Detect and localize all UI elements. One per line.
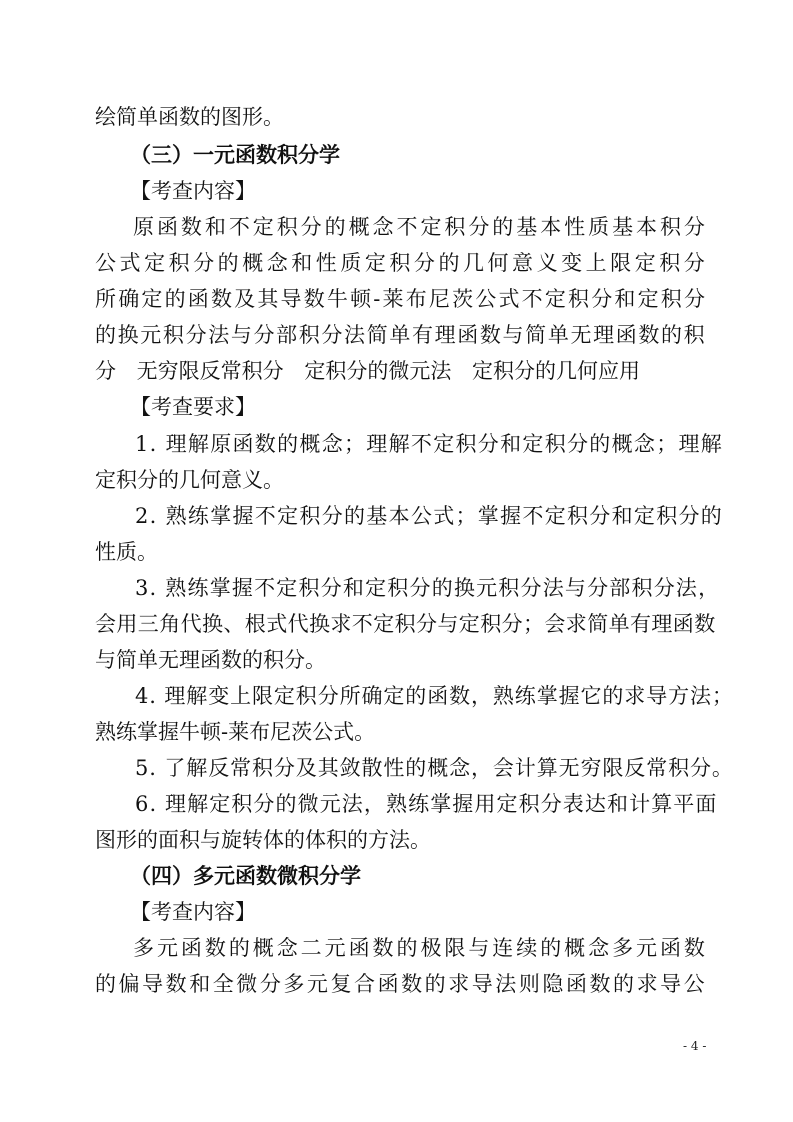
content-line xyxy=(133,934,705,962)
content-line xyxy=(133,213,705,241)
text-char: 积 xyxy=(162,323,184,347)
text-char: 隐 xyxy=(542,972,564,996)
text-char: 的 xyxy=(396,936,418,960)
text-char: 数 xyxy=(683,936,705,960)
text-char: 导 xyxy=(142,972,164,996)
text-char: 分 xyxy=(253,323,275,347)
paragraph-line: 绘简单函数的图形。 xyxy=(95,105,284,129)
text-char: 定 xyxy=(364,251,386,275)
text-char: 公 xyxy=(475,287,497,311)
text-char: 念 xyxy=(372,215,394,239)
text-char: 数 xyxy=(372,936,394,960)
text-char: 的 xyxy=(661,323,683,347)
section-heading: （三）一元函数积分学 xyxy=(130,142,340,167)
text-char: 单 xyxy=(547,323,569,347)
text-char: 定 xyxy=(634,251,656,275)
subsection-label: 【考查内容】 xyxy=(130,900,256,924)
content-line xyxy=(95,970,705,998)
text-char: 分 xyxy=(193,251,215,275)
text-char: 数 xyxy=(401,972,423,996)
text-char: 分 xyxy=(413,251,435,275)
text-char: - xyxy=(373,287,381,311)
text-char: 性 xyxy=(564,215,586,239)
text-char: 本 xyxy=(636,215,658,239)
text-char: 元 xyxy=(306,972,328,996)
text-char: 分 xyxy=(683,287,705,311)
text-char: 的 xyxy=(228,936,250,960)
text-char: 微 xyxy=(236,972,258,996)
text-char: 定 xyxy=(544,287,566,311)
content-line: 分 无穷限反常积分 定积分的微元法 定积分的几何应用 xyxy=(95,359,641,383)
text-char: 则 xyxy=(518,972,540,996)
requirement-item-continued: 定积分的几何意义。 xyxy=(95,468,284,492)
text-char: 理 xyxy=(434,323,456,347)
text-char: 数 xyxy=(180,215,202,239)
requirement-item: 6. 理解定积分的微元法，熟练掌握用定积分表达和计算平面 xyxy=(135,792,718,816)
text-char: 分 xyxy=(468,215,490,239)
text-char: 导 xyxy=(280,287,302,311)
text-char: 与 xyxy=(502,323,524,347)
text-char: 合 xyxy=(354,972,376,996)
requirement-item-continued: 图形的面积与旋转体的体积的方法。 xyxy=(95,828,431,852)
text-char: 分 xyxy=(321,323,343,347)
text-char: 数 xyxy=(303,287,325,311)
text-char: 连 xyxy=(492,936,514,960)
text-char: 积 xyxy=(276,215,298,239)
page-number: - 4 - xyxy=(683,1039,707,1053)
text-char: 定 xyxy=(141,287,163,311)
text-char: 的 xyxy=(95,323,116,347)
text-char: 原 xyxy=(133,215,154,239)
text-char: 及 xyxy=(234,287,256,311)
text-char: 函 xyxy=(457,323,479,347)
text-char: 牛 xyxy=(326,287,348,311)
text-char: 理 xyxy=(593,323,615,347)
text-char: 念 xyxy=(266,251,288,275)
text-char: 函 xyxy=(348,936,370,960)
text-char: 换 xyxy=(117,323,139,347)
text-char: 概 xyxy=(242,251,264,275)
requirement-item: 4. 理解变上限定积分所确定的函数，熟练掌握它的求导方法； xyxy=(135,684,734,708)
text-char: 单 xyxy=(389,323,411,347)
text-char: 本 xyxy=(540,215,562,239)
text-char: 公 xyxy=(683,972,705,996)
text-char: 积 xyxy=(568,287,590,311)
text-char: 积 xyxy=(298,323,320,347)
text-char: 质 xyxy=(340,251,362,275)
text-char: 的 xyxy=(95,972,116,996)
text-char: 公 xyxy=(95,251,116,275)
text-char: 不 xyxy=(228,215,250,239)
text-char: 元 xyxy=(324,936,346,960)
text-char: 有 xyxy=(411,323,433,347)
text-char: 数 xyxy=(589,972,611,996)
subsection-label: 【考查内容】 xyxy=(130,179,256,203)
text-char: 意 xyxy=(512,251,534,275)
text-char: 元 xyxy=(156,936,178,960)
text-char: 不 xyxy=(396,215,418,239)
text-char: 的 xyxy=(540,936,562,960)
text-char: 分 xyxy=(683,251,705,275)
text-char: 部 xyxy=(276,323,298,347)
text-char: 多 xyxy=(133,936,154,960)
text-char: 与 xyxy=(468,936,490,960)
requirement-item-continued: 会用三角代换、根式代换求不定积分与定积分；会求简单有理函数 xyxy=(95,612,716,636)
text-char: 积 xyxy=(660,287,682,311)
text-char: 限 xyxy=(444,936,466,960)
text-char: 的 xyxy=(324,215,346,239)
text-char: 法 xyxy=(208,323,230,347)
text-char: 尼 xyxy=(428,287,450,311)
requirement-item: 1. 理解原函数的概念；理解不定积分和定积分的概念；理解 xyxy=(135,432,724,456)
text-char: 法 xyxy=(495,972,517,996)
text-char: 函 xyxy=(187,287,209,311)
text-char: 的 xyxy=(492,215,514,239)
text-char: 分 xyxy=(185,323,207,347)
text-char: 数 xyxy=(210,287,232,311)
section-heading: （四）多元函数微积分学 xyxy=(130,863,361,888)
text-char: 概 xyxy=(252,936,274,960)
text-char: 分 xyxy=(683,215,705,239)
text-char: 定 xyxy=(252,215,274,239)
text-char: 式 xyxy=(119,251,141,275)
text-char: 的 xyxy=(424,972,446,996)
text-char: 数 xyxy=(204,936,226,960)
text-char: 确 xyxy=(118,287,140,311)
text-char: 和 xyxy=(204,215,226,239)
text-char: 分 xyxy=(259,972,281,996)
text-char: 何 xyxy=(487,251,509,275)
text-char: 概 xyxy=(348,215,370,239)
text-char: 的 xyxy=(438,251,460,275)
text-char: 积 xyxy=(389,251,411,275)
text-char: 简 xyxy=(525,323,547,347)
text-char: 函 xyxy=(377,972,399,996)
text-char: 基 xyxy=(516,215,538,239)
content-line xyxy=(95,249,705,277)
text-char: 二 xyxy=(300,936,322,960)
text-char: 积 xyxy=(659,251,681,275)
text-char: 与 xyxy=(230,323,252,347)
text-char: 几 xyxy=(462,251,484,275)
requirement-item-continued: 性质。 xyxy=(95,540,158,564)
text-char: 布 xyxy=(405,287,427,311)
text-char: 求 xyxy=(636,972,658,996)
text-char: 的 xyxy=(217,251,239,275)
text-char: 续 xyxy=(516,936,538,960)
text-char: 和 xyxy=(291,251,313,275)
text-char: 莱 xyxy=(382,287,404,311)
text-char: 极 xyxy=(420,936,442,960)
text-char: 定 xyxy=(637,287,659,311)
text-char: 偏 xyxy=(118,972,140,996)
text-char: 不 xyxy=(521,287,543,311)
text-char: 元 xyxy=(636,936,658,960)
text-char: 函 xyxy=(156,215,178,239)
text-char: 无 xyxy=(570,323,592,347)
text-char: 基 xyxy=(612,215,634,239)
text-char: 积 xyxy=(444,215,466,239)
text-char: 复 xyxy=(330,972,352,996)
text-char: 多 xyxy=(612,936,634,960)
text-char: 函 xyxy=(565,972,587,996)
text-char: 导 xyxy=(471,972,493,996)
text-char: 分 xyxy=(591,287,613,311)
text-char: 数 xyxy=(165,972,187,996)
text-char: 所 xyxy=(95,287,116,311)
text-char: 茨 xyxy=(452,287,474,311)
text-char: 数 xyxy=(479,323,501,347)
text-char: 法 xyxy=(344,323,366,347)
text-char: 的 xyxy=(164,287,186,311)
text-char: 概 xyxy=(564,936,586,960)
text-char: 念 xyxy=(588,936,610,960)
text-char: 顿 xyxy=(350,287,372,311)
text-char: 质 xyxy=(588,215,610,239)
requirement-item-continued: 熟练掌握牛顿-莱布尼茨公式。 xyxy=(95,720,376,744)
text-char: 上 xyxy=(585,251,607,275)
text-char: 念 xyxy=(276,936,298,960)
text-char: 求 xyxy=(448,972,470,996)
text-char: 和 xyxy=(614,287,636,311)
text-char: 简 xyxy=(366,323,388,347)
content-line xyxy=(95,285,705,313)
requirement-item: 3. 熟练掌握不定积分和定积分的换元积分法与分部积分法， xyxy=(135,576,721,600)
text-char: 的 xyxy=(613,972,635,996)
text-char: 式 xyxy=(498,287,520,311)
text-char: 多 xyxy=(283,972,305,996)
text-char: 积 xyxy=(659,215,681,239)
text-char: 限 xyxy=(610,251,632,275)
content-line xyxy=(95,321,705,349)
text-char: 全 xyxy=(212,972,234,996)
text-char: 定 xyxy=(144,251,166,275)
text-char: 积 xyxy=(168,251,190,275)
text-char: 导 xyxy=(660,972,682,996)
text-char: 性 xyxy=(315,251,337,275)
requirement-item-continued: 与简单无理函数的积分。 xyxy=(95,648,326,672)
text-char: 函 xyxy=(659,936,681,960)
text-char: 定 xyxy=(420,215,442,239)
text-char: 函 xyxy=(615,323,637,347)
text-char: 和 xyxy=(189,972,211,996)
requirement-item: 2. 熟练掌握不定积分的基本公式；掌握不定积分和定积分的 xyxy=(135,504,724,528)
text-char: 数 xyxy=(638,323,660,347)
subsection-label: 【考查要求】 xyxy=(130,395,256,419)
text-char: 元 xyxy=(140,323,162,347)
requirement-item: 5. 了解反常积分及其敛散性的概念，会计算无穷限反常积分。 xyxy=(135,756,734,780)
text-char: 其 xyxy=(257,287,279,311)
text-char: 分 xyxy=(300,215,322,239)
text-char: 积 xyxy=(683,323,705,347)
text-char: 义 xyxy=(536,251,558,275)
text-char: 变 xyxy=(561,251,583,275)
text-char: 函 xyxy=(180,936,202,960)
